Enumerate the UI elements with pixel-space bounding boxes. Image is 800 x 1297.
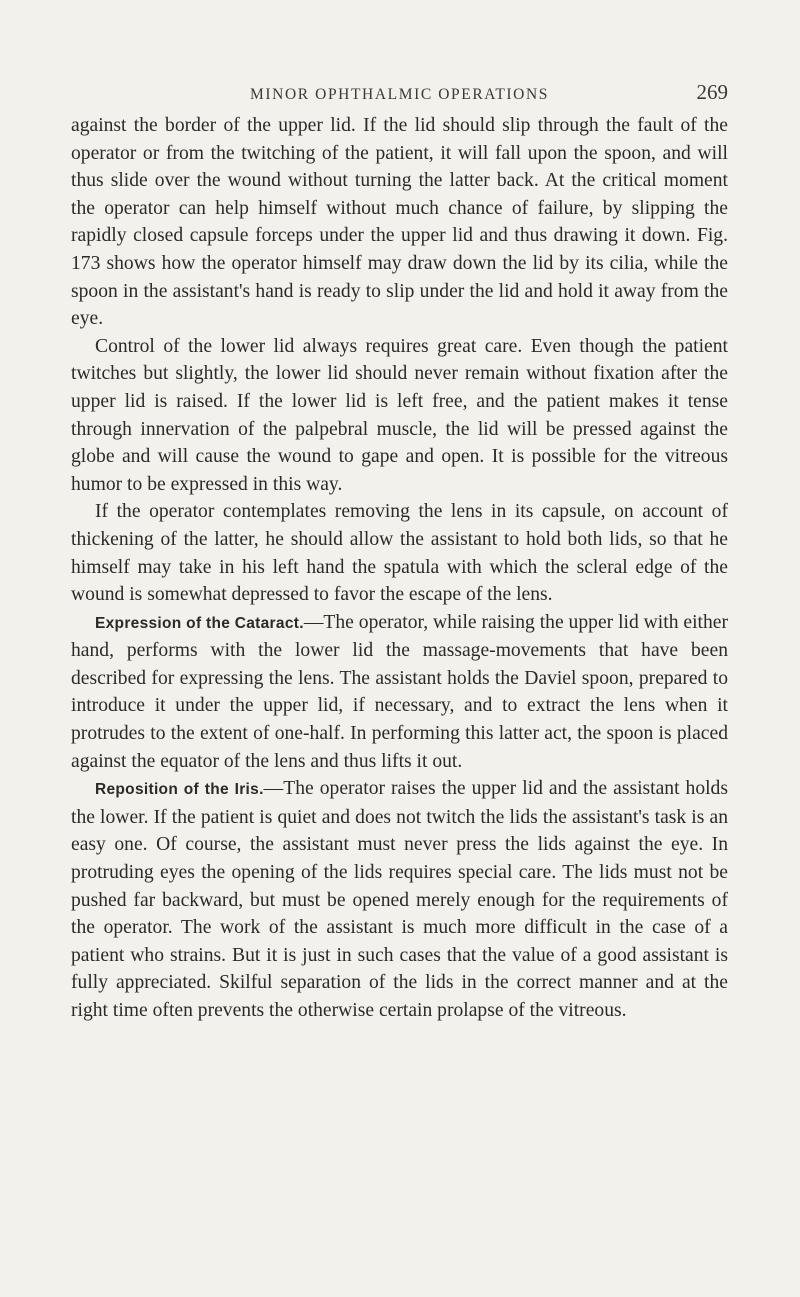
paragraph-4-text: —The operator, while raising the upper lid with either hand, performs with the lower lid the massage-movements that have been described for expressing the lens. The assistant holds the Daviel spoon, prepared to introduce it under the upper lid, if necessary, and to extract the lens when it protrudes to the extent of one-half. In performing this latter act, the spoon is placed against the equator of the lens and thus lifts it out. <box>71 611 728 772</box>
paragraph-3: If the operator contemplates removing the lens in its capsule, on account of thickening of the latter, he should allow the assistant to hold both lids, so that he himself may take in his left hand the spatula with which the scleral edge of the wound is somewhat depressed to favor the escape of the lens. <box>71 501 728 606</box>
paragraph-5-text: —The operator raises the upper lid and the assistant holds the lower. If the patient is quiet and does not twitch the lids the assistant's task is an easy one. Of course, the assistant must never press the lids against the eye. In protruding eyes the opening of the lids requires special care. The lids must not be pushed far backward, but must be opened merely enough for the requirements of the operator. The work of the assistant is much more difficult in the case of a patient who strains. But it is just in such cases that the value of a good assistant is fully appreciated. Skilful separation of the lids in the correct manner and at the right time often prevents the otherwise certain prolapse of the vitreous. <box>71 778 728 1021</box>
running-head: MINOR OPHTHALMIC OPERATIONS <box>250 86 549 103</box>
paragraph-1: against the border of the upper lid. If the lid should slip through the fault of the operator or from the twitching of the patient, it will fall upon the spoon, and will thus slide over the wound without turning the latter back. At the critical moment the operator can help himself without much chance of failure, by slipping the rapidly closed capsule forceps under the upper lid and thus drawing it down. Fig. 173 shows how the operator himself may draw down the lid by its cilia, while the spoon in the assistant's hand is ready to slip under the lid and hold it away from the eye. <box>71 115 728 330</box>
paragraph-5 <box>71 775 728 1024</box>
section-heading-reposition: Reposition of the Iris. <box>95 781 264 799</box>
paragraph-2: Control of the lower lid always requires great care. Even though the patient twitches but slightly, the lower lid should never remain without fixation after the upper lid is raised. If the lower lid is left free, and the patient makes it tense through innervation of the palpebral muscle, the lid will be pressed against the globe and will cause the wound to gape and open. It is possible for the vitreous humor to be expressed in this way. <box>71 335 728 495</box>
section-heading-expression: Expression of the Cataract. <box>95 614 304 632</box>
paragraph-4 <box>71 609 728 776</box>
page-header <box>71 80 728 110</box>
book-page <box>71 80 728 1025</box>
page-number: 269 <box>696 80 728 104</box>
